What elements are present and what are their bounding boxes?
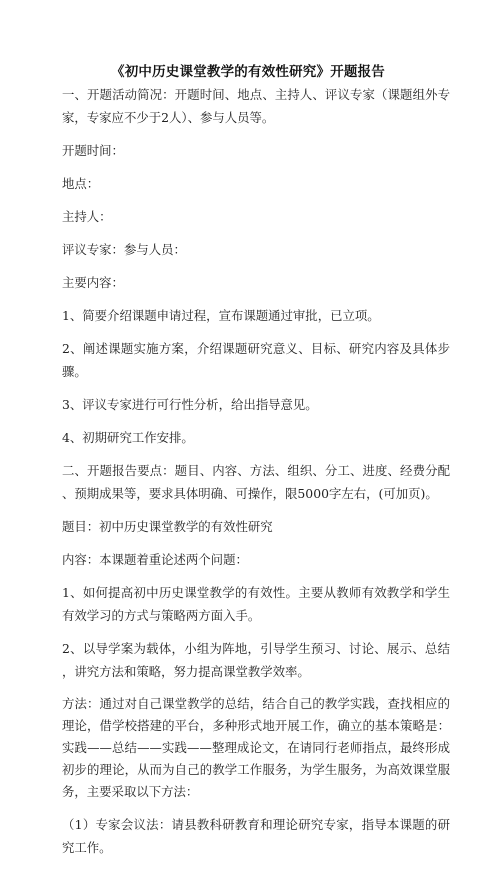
document-body: [62, 83, 450, 869]
field-location: 地点：: [62, 176, 100, 191]
content-item-3: 3、评议专家进行可行性分析，给出指导意见。: [62, 397, 318, 412]
field-reviewers-participants: 评议专家：参与人员：: [62, 242, 186, 257]
method-item-1: （1）专家会议法：请县教科研教育和理论研究专家，指导本课题的研究工作。: [62, 817, 450, 855]
section-one-heading: 一、开题活动简况：开题时间、地点、主持人、评议专家（课题组外专家，专家应不少于2人）、参与人员等。: [62, 87, 450, 125]
report-content-intro: 内容：本课题着重论述两个问题：: [62, 552, 248, 567]
content-item-4: 4、初期研究工作安排。: [62, 430, 194, 445]
report-point-2: 2、以导学案为载体，小组为阵地，引导学生预习、讨论、展示、总结，讲究方法和策略，努力提高课堂教学效率。: [62, 641, 450, 679]
content-item-2: 2、阐述课题实施方案，介绍课题研究意义、目标、研究内容及具体步骤。: [62, 341, 450, 379]
report-point-1: 1、如何提高初中历史课堂教学的有效性。主要从教师有效教学和学生有效学习的方式与策略两方面入手。: [62, 585, 450, 623]
report-topic: 题目：初中历史课堂教学的有效性研究: [62, 519, 273, 534]
field-host: 主持人：: [62, 209, 112, 224]
section-two-heading: 二、开题报告要点：题目、内容、方法、组织、分工、进度、经费分配、预期成果等，要求具体明确、可操作，限5000字左右，(可加页)。: [62, 463, 450, 501]
field-opening-time: 开题时间：: [62, 143, 124, 158]
field-main-content: 主要内容：: [62, 275, 124, 290]
document-title: 《初中历史课堂教学的有效性研究》开题报告: [111, 64, 385, 80]
content-item-1: 1、简要介绍课题申请过程，宣布课题通过审批，已立项。: [62, 308, 380, 323]
report-method: 方法：通过对自己课堂教学的总结，结合自己的教学实践，查找相应的理论，借学校搭建的平台，多种形式地开展工作，确立的基本策略是：实践——总结——实践——整理成论文，在请同行老师指点，最终形成初步的理论，从而为自己的教学工作服务，为学生服务，为高效课堂服务，主要采取以下方法：: [62, 696, 450, 799]
